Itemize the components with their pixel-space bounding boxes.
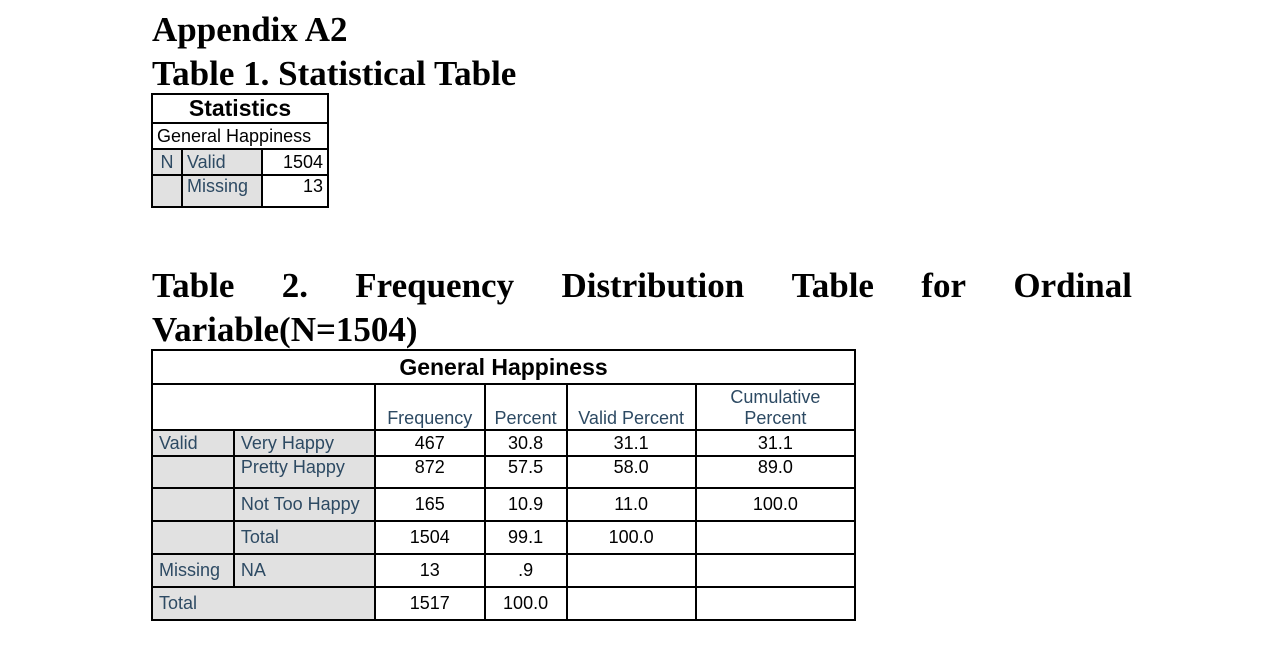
cell-valid-percent: 11.0 xyxy=(567,488,696,521)
header-valid-percent: Valid Percent xyxy=(567,384,696,430)
table2-title-word: for xyxy=(921,266,966,305)
appendix-title: Appendix A2 xyxy=(152,10,348,49)
row-label: Total xyxy=(234,521,375,554)
n-label-empty xyxy=(152,175,182,207)
cell-frequency: 872 xyxy=(375,456,485,488)
header-percent: Percent xyxy=(485,384,567,430)
cell-empty xyxy=(567,587,696,620)
statistics-caption: Statistics xyxy=(152,94,328,123)
frequency-table xyxy=(151,349,856,621)
missing-group-label: Missing xyxy=(152,554,234,587)
table1-title: Table 1. Statistical Table xyxy=(152,54,517,93)
cell-cumulative: 100.0 xyxy=(696,488,855,521)
cell-percent: 100.0 xyxy=(485,587,567,620)
table2-title-word: Table xyxy=(791,266,874,305)
table2-title-word: Frequency xyxy=(355,266,515,305)
table2-title-word: 2. xyxy=(281,266,308,305)
table2-title-line1 xyxy=(152,264,1132,308)
row-label: Pretty Happy xyxy=(234,456,375,488)
cell-frequency: 1504 xyxy=(375,521,485,554)
cell-cumulative xyxy=(696,521,855,554)
table2-title-word: Table xyxy=(152,266,235,305)
cell-valid-percent: 58.0 xyxy=(567,456,696,488)
valid-group-label: Valid xyxy=(152,430,234,456)
cell-frequency: 467 xyxy=(375,430,485,456)
cell-frequency: 13 xyxy=(375,554,485,587)
row-label: Not Too Happy xyxy=(234,488,375,521)
valid-value: 1504 xyxy=(262,149,328,175)
table2-title-line2: Variable(N=1504) xyxy=(152,310,418,349)
cell-valid-percent: 100.0 xyxy=(567,521,696,554)
n-label: N xyxy=(152,149,182,175)
header-blank xyxy=(152,384,375,430)
cell-percent: 57.5 xyxy=(485,456,567,488)
valid-label: Valid xyxy=(182,149,262,175)
cell-percent: 10.9 xyxy=(485,488,567,521)
cell-empty xyxy=(696,587,855,620)
cell-cumulative: 89.0 xyxy=(696,456,855,488)
table2-title-word: Ordinal xyxy=(1013,266,1132,305)
valid-group-blank xyxy=(152,521,234,554)
cell-empty xyxy=(696,554,855,587)
missing-label: Missing xyxy=(182,175,262,207)
cell-frequency: 165 xyxy=(375,488,485,521)
valid-group-blank xyxy=(152,488,234,521)
cell-percent: 30.8 xyxy=(485,430,567,456)
cell-cumulative: 31.1 xyxy=(696,430,855,456)
row-label: NA xyxy=(234,554,375,587)
statistics-table xyxy=(151,93,329,208)
frequency-caption: General Happiness xyxy=(152,350,855,384)
cell-percent: .9 xyxy=(485,554,567,587)
cell-percent: 99.1 xyxy=(485,521,567,554)
cell-valid-percent: 31.1 xyxy=(567,430,696,456)
header-cumulative-percent: Cumulative Percent xyxy=(696,384,855,430)
missing-value: 13 xyxy=(262,175,328,207)
row-label: Very Happy xyxy=(234,430,375,456)
cell-empty xyxy=(567,554,696,587)
header-frequency: Frequency xyxy=(375,384,485,430)
cell-frequency: 1517 xyxy=(375,587,485,620)
statistics-variable: General Happiness xyxy=(152,123,328,149)
valid-group-blank xyxy=(152,456,234,488)
total-label: Total xyxy=(152,587,375,620)
table2-title-word: Distribution xyxy=(561,266,745,305)
